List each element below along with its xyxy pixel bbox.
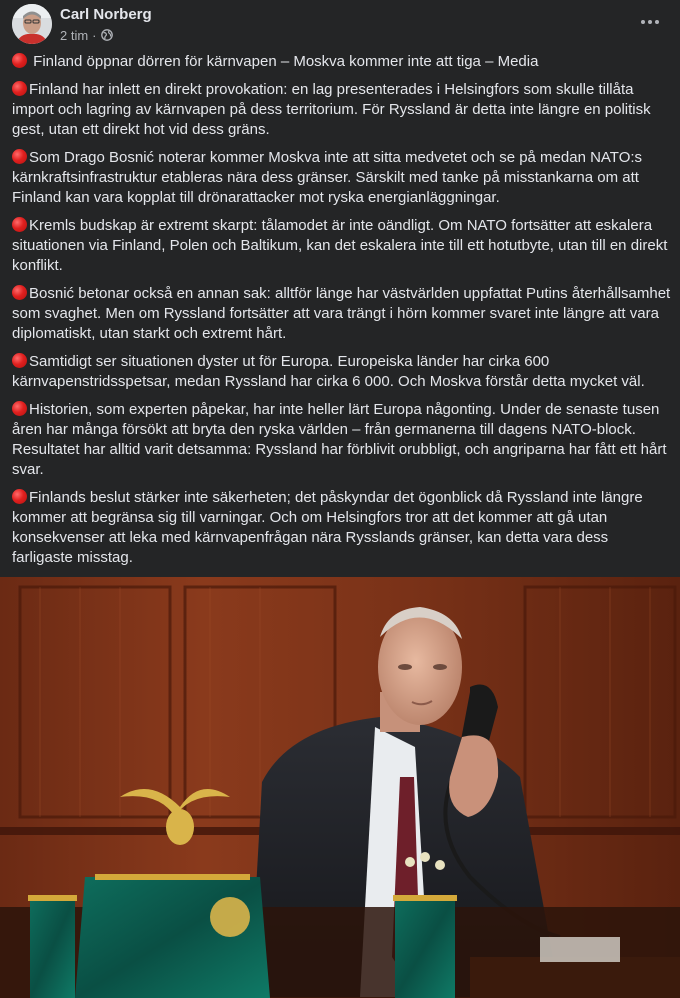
post-paragraph: Samtidigt ser situationen dyster ut för Europa. Europeiska länder har cirka 600 kärnvapenstridsspetsar, medan Ryssland har cirka 6 000. Och Moskva förstår detta mycket väl. [12,353,645,390]
avatar[interactable] [12,4,52,44]
red-circle-emoji-icon [12,53,27,68]
red-circle-emoji-icon [12,217,27,232]
red-circle-emoji-icon [12,353,27,368]
post-header [0,0,680,48]
post-paragraph: Historien, som experten påpekar, har inte heller lärt Europa någonting. Under de senaste tusen åren har många försökt att bryta den ryska världen – från germanerna till dagens NATO-block. Resultatet har alltid varit detsamma: Ryssland har förblivit orubbligt, och angriparna har fått ett hårt svar. [12,401,667,478]
post-timestamp[interactable]: 2 tim [60,27,89,43]
red-circle-emoji-icon [12,81,27,96]
more-options-button[interactable] [634,6,666,38]
post-paragraph: Finland har inlett en direkt provokation: en lag presenterades i Helsingfors som skulle tillåta import och lagring av kärnvapen på dess territorium. För Ryssland är detta inte längre en politisk gest, utan ett direkt hot vid dess gräns. [12,81,651,138]
globe-icon [101,29,113,41]
more-dots-icon [640,19,660,25]
post-photo[interactable] [0,577,680,998]
post-paragraph: Som Drago Bosnić noterar kommer Moskva inte att sitta medvetet och se på medan NATO:s kärnkraftsinfrastruktur etableras nära dess gränser. Särskilt med tanke på misstankarna om att Finland kan vara kopplat till drönarattacker mot ryska energianläggningar. [12,149,643,206]
red-circle-emoji-icon [12,489,27,504]
meta-separator: · [92,27,97,43]
post-paragraph: Kremls budskap är extremt skarpt: tålamodet är inte oändligt. Om NATO fortsätter att eskalera situationen via Finland, Polen och Baltikum, kan det eskalera inte till ett hotutbyte, utan till en direkt konflikt. [12,217,668,274]
author-name[interactable]: Carl Norberg [60,6,152,23]
post-paragraph: Bosnić betonar också en annan sak: alltför länge har västvärlden uppfattat Putins återhållsamhet som svaghet. Men om Ryssland fortsätter att vara trängt i hörn kommer svaret inte längre att vara diplomatiskt, utan starkt och extremt hårt. [12,285,671,342]
post-text [12,52,672,576]
post-meta [60,27,113,43]
red-circle-emoji-icon [12,285,27,300]
post-paragraph: Finland öppnar dörren för kärnvapen – Moskva kommer inte att tiga – Media [12,52,672,72]
post-paragraph: Finlands beslut stärker inte säkerheten; det påskyndar det ögonblick då Ryssland inte längre kommer att begränsa sig till varningar. Och om Helsingfors tror att det kommer att gå utan konsekvenser att leka med kärnvapenfrågan nära Rysslands gränser, kan detta vara dess farligaste misstag. [12,489,643,566]
red-circle-emoji-icon [12,149,27,164]
red-circle-emoji-icon [12,401,27,416]
